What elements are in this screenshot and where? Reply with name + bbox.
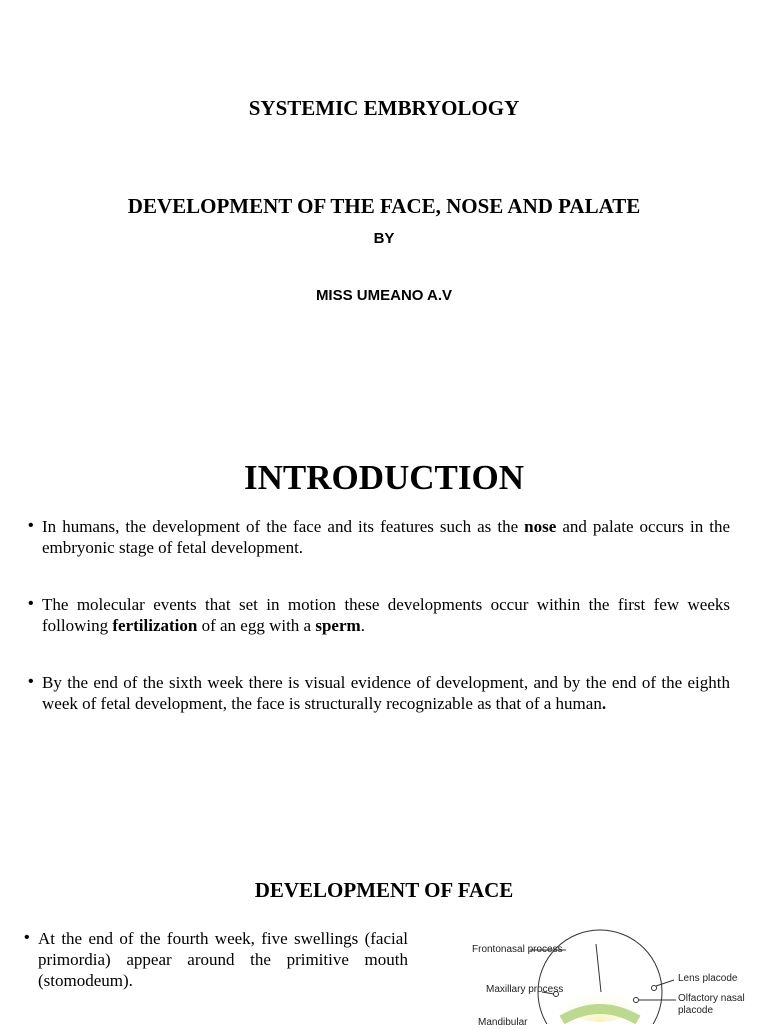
olfactory-nasal-placode-label: Olfactory nasal placode	[678, 993, 745, 1016]
lecture-title: DEVELOPMENT OF THE FACE, NOSE AND PALATE	[127, 194, 641, 218]
text-run: By the end of the sixth week there is visual evidence of development, and by the end of the eighth week of fetal development, the face is structurally recognizable as that of a human	[42, 673, 730, 713]
mandibular-label: Mandibular	[478, 1017, 528, 1028]
introduction-heading: INTRODUCTION	[243, 458, 525, 497]
course-title: SYSTEMIC EMBRYOLOGY	[248, 96, 520, 120]
frontonasal-label: Frontonasal process	[472, 944, 563, 955]
embryo-face-diagram	[468, 924, 768, 1028]
list-item	[28, 594, 730, 636]
text-run: .	[360, 616, 365, 635]
text-run: The molecular events that set in motion these developments occur within the first few weeks following	[42, 595, 730, 635]
list-item	[28, 672, 730, 714]
author-name: MISS UMEANO A.V	[315, 287, 453, 304]
by-label: BY	[373, 230, 395, 247]
lens-placode-label: Lens placode	[678, 973, 738, 984]
text-run: of an egg with a	[197, 616, 316, 635]
lens-placode-right	[652, 986, 657, 991]
text-run: In humans, the development of the face and its features such as the	[42, 517, 525, 536]
bold-term: .	[601, 694, 607, 713]
maxillary-label: Maxillary process	[486, 984, 564, 995]
face-heading: DEVELOPMENT OF FACE	[254, 878, 514, 902]
face-bullets	[24, 928, 408, 991]
list-item	[28, 516, 730, 558]
bold-term: nose	[524, 517, 557, 536]
introduction-bullets	[28, 516, 730, 750]
bold-term: fertilization	[112, 616, 198, 635]
list-item: • At the end of the fourth week, five swellings (facial primordia) appear around the primitive mouth (stomodeum).	[24, 928, 408, 991]
bold-term: sperm	[315, 616, 361, 635]
text-run: and palate occurs in the embryonic stage of fetal development.	[42, 517, 731, 557]
leader-line	[656, 980, 674, 986]
